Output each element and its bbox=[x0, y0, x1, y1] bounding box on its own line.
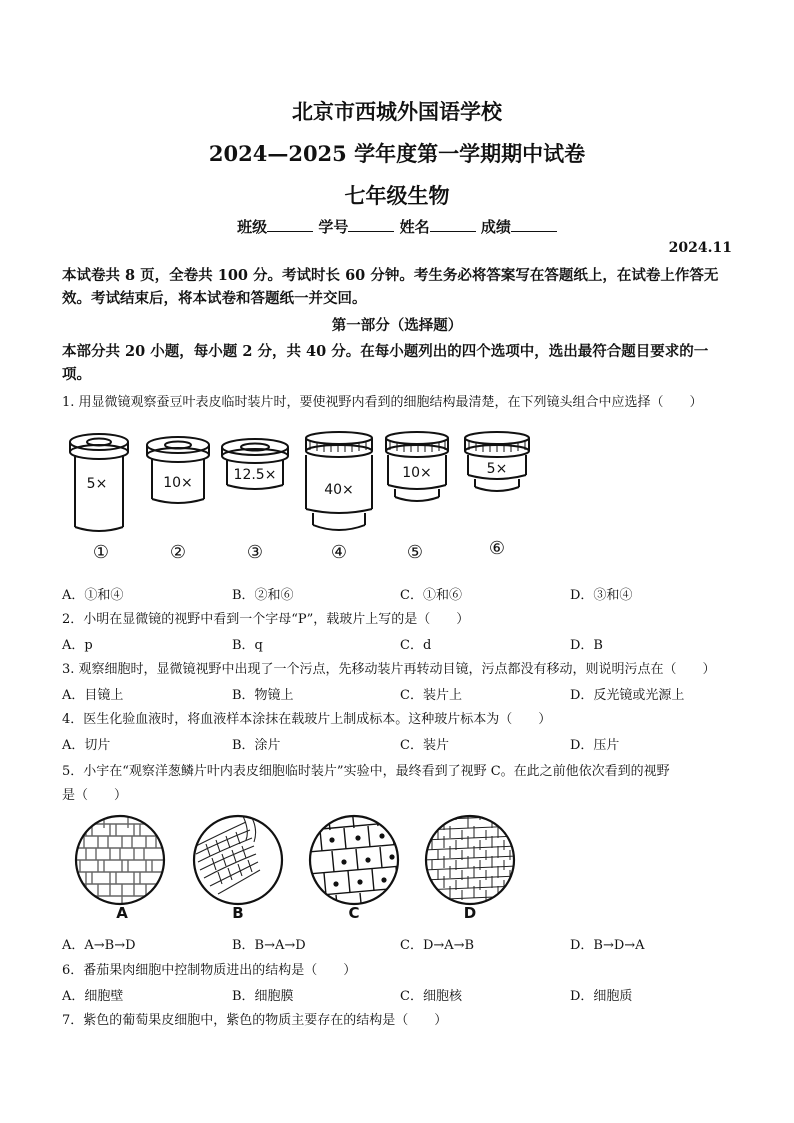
view-a-drawing bbox=[70, 816, 170, 908]
figure-onion-cell-views bbox=[70, 800, 530, 925]
option-q1-b: B．②和⑥ bbox=[232, 588, 294, 603]
option-q6-c: C．细胞核 bbox=[400, 989, 462, 1004]
question-5-line-1: 5．小宇在“观察洋葱鳞片叶内表皮细胞临时装片”实验中，最终看到了视野 C。在此之前他依次看到的视野 bbox=[62, 764, 670, 779]
lens-label-3: 12.5× bbox=[233, 467, 277, 483]
lens-number-4: ④ bbox=[330, 542, 348, 563]
options-q5 bbox=[62, 934, 742, 952]
lens-label-5: 10× bbox=[402, 465, 432, 481]
option-q2-d: D．B bbox=[570, 638, 603, 653]
blank-class bbox=[267, 217, 313, 232]
lens-label-2: 10× bbox=[163, 475, 193, 491]
info-label-name: 姓名 bbox=[399, 218, 430, 236]
option-q3-c: C．装片上 bbox=[400, 688, 462, 703]
lens-number-3: ③ bbox=[246, 542, 264, 563]
question-3: 3. 观察细胞时，显微镜视野中出现了一个污点，先移动装片再转动目镜，污点都没有移动，则说明污点在（ ） bbox=[62, 662, 716, 677]
view-d-drawing bbox=[422, 810, 518, 904]
option-q2-a: A．p bbox=[62, 638, 93, 653]
option-q3-b: B．物镜上 bbox=[232, 688, 294, 703]
option-q1-a: A．①和④ bbox=[62, 588, 124, 603]
part-note: 本部分共 20 小题，每小题 2 分，共 40 分。在每小题列出的四个选项中，选出最符合题目要求的一项。 bbox=[62, 343, 709, 383]
option-q5-c: C．D→A→B bbox=[400, 938, 475, 953]
exam-date: 2024.11 bbox=[668, 240, 732, 256]
blank-score bbox=[511, 217, 557, 232]
view-label-a: A bbox=[116, 904, 128, 922]
info-label-score: 成绩 bbox=[480, 218, 511, 236]
lens-number-6: ⑥ bbox=[488, 538, 506, 559]
option-q6-a: A．细胞壁 bbox=[62, 989, 124, 1004]
school-title: 北京市西城外国语学校 bbox=[292, 99, 502, 124]
options-q3 bbox=[62, 684, 742, 702]
option-q1-c: C．①和⑥ bbox=[400, 588, 462, 603]
view-c-drawing bbox=[308, 806, 402, 915]
options-q2 bbox=[62, 634, 742, 652]
question-2: 2．小明在显微镜的视野中看到一个字母“P”，载玻片上写的是（ ） bbox=[62, 612, 470, 627]
option-q1-d: D．③和④ bbox=[570, 588, 633, 603]
exam-notice: 本试卷共 8 页，全卷共 100 分。考试时长 60 分钟。考生务必将答案写在答题纸上，在试卷上作答无效。考试结束后，将本试卷和答题纸一并交回。 bbox=[62, 267, 719, 307]
term-title: 2024—2025 学年度第一学期期中试卷 bbox=[208, 141, 586, 166]
option-q5-a: A．A→B→D bbox=[62, 938, 136, 953]
view-label-c: C bbox=[348, 904, 360, 922]
view-b-drawing bbox=[194, 814, 282, 904]
option-q2-b: B．q bbox=[232, 638, 263, 653]
lens-label-4: 40× bbox=[324, 482, 354, 498]
question-6: 6．番茄果肉细胞中控制物质进出的结构是（ ） bbox=[62, 963, 357, 978]
option-q4-c: C．装片 bbox=[400, 738, 449, 753]
options-q4 bbox=[62, 734, 742, 752]
info-label-id: 学号 bbox=[318, 218, 349, 236]
option-q4-a: A．切片 bbox=[62, 738, 111, 753]
question-5-line-2: 是（ ） bbox=[62, 788, 128, 803]
view-label-d: D bbox=[463, 904, 477, 922]
option-q3-d: D．反光镜或光源上 bbox=[570, 688, 685, 703]
options-q6 bbox=[62, 985, 742, 1003]
option-q6-d: D．细胞质 bbox=[570, 989, 633, 1004]
question-1: 1. 用显微镜观察蚕豆叶表皮临时装片时，要使视野内看到的细胞结构最清楚，在下列镜头组合中应选择（ ） bbox=[62, 395, 703, 410]
subject-title: 七年级生物 bbox=[344, 183, 450, 208]
view-label-b: B bbox=[232, 904, 244, 922]
student-info-line bbox=[0, 216, 794, 237]
lens-4-drawing bbox=[306, 432, 372, 530]
lens-label-6: 5× bbox=[486, 461, 508, 477]
lens-number-5: ⑤ bbox=[406, 542, 424, 563]
option-q5-b: B．B→A→D bbox=[232, 938, 306, 953]
figure-microscope-lenses bbox=[55, 425, 545, 570]
lens-label-1: 5× bbox=[86, 476, 108, 492]
lens-number-1: ① bbox=[92, 542, 110, 563]
option-q5-d: D．B→D→A bbox=[570, 938, 645, 953]
question-7: 7．紫色的葡萄果皮细胞中，紫色的物质主要存在的结构是（ ） bbox=[62, 1013, 448, 1028]
part-title: 第一部分（选择题） bbox=[331, 317, 463, 334]
lens-2-drawing bbox=[147, 437, 209, 503]
option-q4-d: D．压片 bbox=[570, 738, 620, 753]
blank-id bbox=[348, 217, 394, 232]
blank-name bbox=[430, 217, 476, 232]
option-q6-b: B．细胞膜 bbox=[232, 989, 294, 1004]
option-q2-c: C．d bbox=[400, 638, 432, 653]
option-q3-a: A．目镜上 bbox=[62, 688, 124, 703]
options-q1 bbox=[62, 584, 742, 602]
question-4: 4．医生化验血液时，将血液样本涂抹在载玻片上制成标本。这种玻片标本为（ ） bbox=[62, 712, 552, 727]
lens-number-2: ② bbox=[169, 542, 187, 563]
info-label-class: 班级 bbox=[237, 218, 268, 236]
option-q4-b: B．涂片 bbox=[232, 738, 281, 753]
